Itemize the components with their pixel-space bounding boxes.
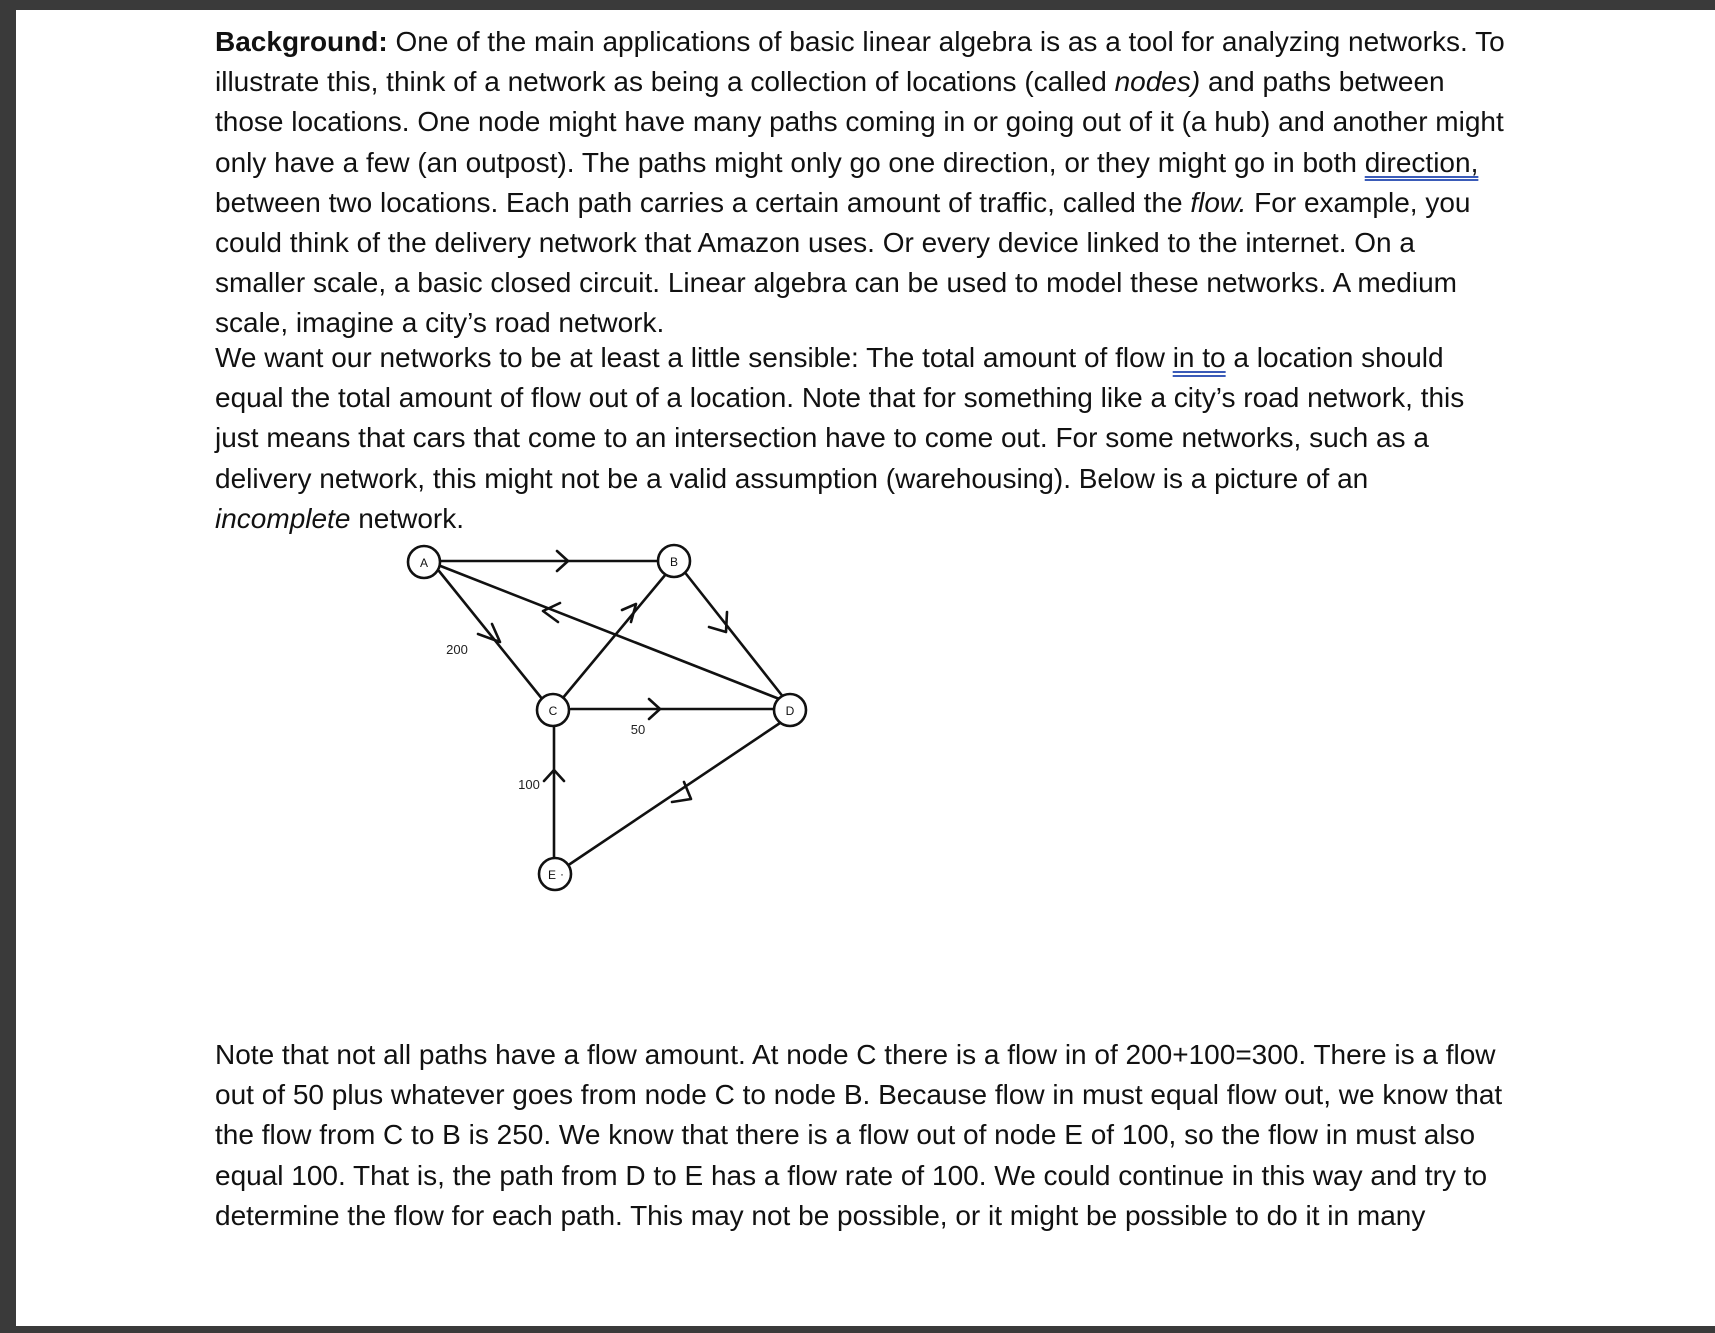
grammar-flag-direction[interactable]: direction, xyxy=(1364,146,1479,178)
background-label: Background: xyxy=(215,26,388,57)
text-line: out of 50 plus whatever goes from node C to node B. Because flow in must equal flow out, we know that xyxy=(215,1079,1503,1111)
text-line: Note that not all paths have a flow amount. At node C there is a flow in of 200+100=300. There is a flow xyxy=(215,1039,1496,1070)
grammar-flag-in-to[interactable]: in to xyxy=(1172,342,1226,373)
text-line: Background: One of the main applications of basic linear algebra is as a tool for analyzing networks. To xyxy=(215,26,1505,57)
text-line: smaller scale, a basic closed circuit. Linear algebra can be used to model these networks. A medium xyxy=(215,267,1457,299)
text-line: scale, imagine a city’s road network. xyxy=(215,307,665,339)
text-line: determine the flow for each path. This may not be possible, or it might be possible to do it in many xyxy=(215,1199,1426,1231)
node-c-label: C xyxy=(548,704,558,718)
text-line: equal the total amount of flow out of a location. Note that for something like a city’s road network, this xyxy=(215,382,1465,414)
flow-label-e-c: 100 xyxy=(518,777,540,792)
document-page xyxy=(16,10,1715,1326)
text-line: could think of the delivery network that Amazon uses. Or every device linked to the internet. On a xyxy=(215,227,1415,259)
text-line: delivery network, this might not be a valid assumption (warehousing). Below is a picture of an xyxy=(215,462,1369,494)
edge-a-c xyxy=(439,571,543,700)
text-line: illustrate this, think of a network as being a collection of locations (called nodes) and paths between xyxy=(215,66,1445,98)
text-line: incomplete network. xyxy=(215,502,465,534)
text-line: equal 100. That is, the path from D to E has a flow rate of 100. We could continue in this way and try to xyxy=(215,1159,1488,1191)
text-line: those locations. One node might have many paths coming in or going out of it (a hub) and another might xyxy=(215,106,1504,138)
text-line: We want our networks to be at least a little sensible: The total amount of flow in to a location should xyxy=(215,342,1444,373)
term-incomplete: incomplete xyxy=(215,502,351,534)
node-d-label: D xyxy=(785,704,795,718)
flow-label-a-c: 200 xyxy=(446,642,468,657)
network-diagram xyxy=(16,10,1715,1326)
text-line: only have a few (an outpost). The paths might only go one direction, or they might go in both direction, xyxy=(215,146,1479,178)
node-e-label: E xyxy=(547,868,557,882)
window-left-border xyxy=(0,0,16,1333)
node-b-label: B xyxy=(669,555,679,569)
edge-c-b xyxy=(562,568,671,699)
edge-b-d xyxy=(683,570,784,698)
term-nodes: nodes) xyxy=(1114,66,1201,98)
text-line: between two locations. Each path carries a certain amount of traffic, called the flow. For example, you xyxy=(215,186,1471,218)
window-bottom-border xyxy=(0,1326,1715,1333)
node-e-mark: · xyxy=(560,867,564,881)
text-line: the flow from C to B is 250. We know that there is a flow out of node E of 100, so the flow in must also xyxy=(215,1119,1476,1151)
node-a-label: A xyxy=(419,556,429,570)
flow-label-c-d: 50 xyxy=(630,722,646,737)
window-top-border xyxy=(0,0,1715,10)
term-flow: flow. xyxy=(1190,186,1247,218)
edge-d-e xyxy=(567,721,783,866)
text-line: just means that cars that come to an intersection have to come out. For some networks, such as a xyxy=(215,422,1429,454)
